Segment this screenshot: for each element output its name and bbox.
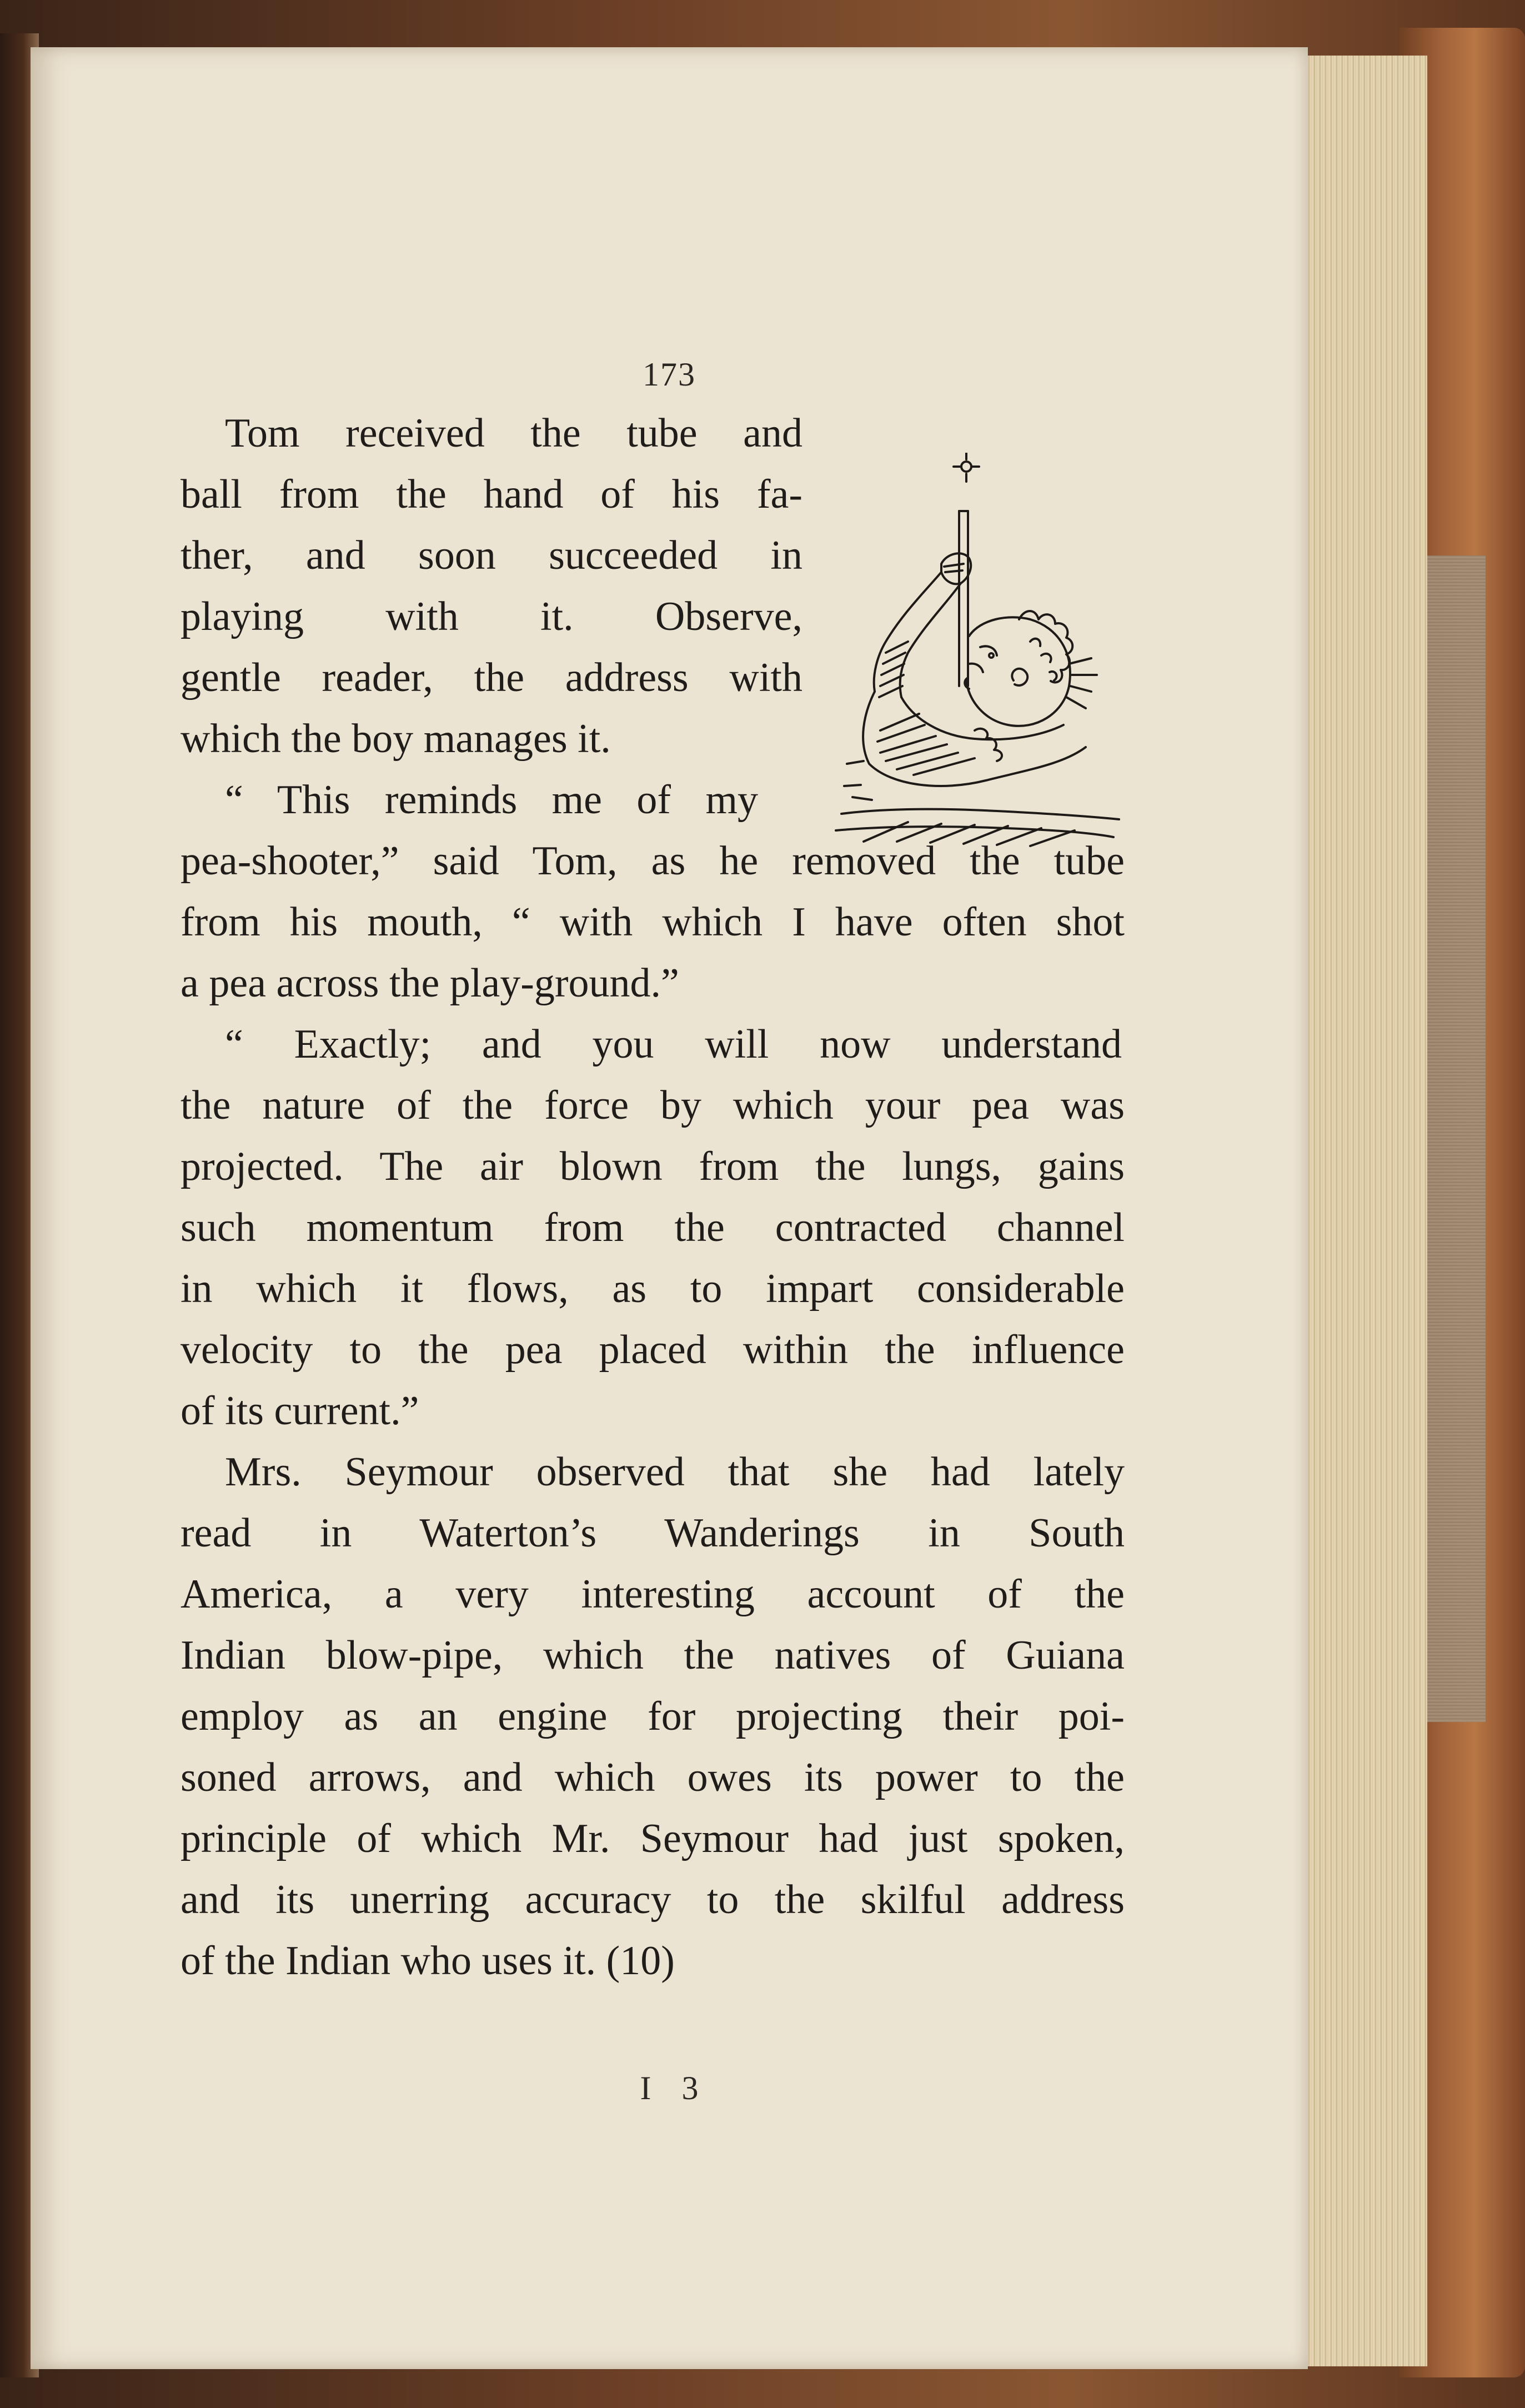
boy-blowing-tube-drawing [830, 453, 1130, 875]
text-line: ball from the hand of his fa- [180, 472, 802, 517]
text-line: such momentum from the contracted channel [180, 1205, 1125, 1250]
signature-mark: I 3 [640, 2070, 710, 2106]
cloth-binding-patch [1424, 555, 1486, 1722]
text-line: which the boy manages it. [180, 716, 611, 762]
page-number: 173 [643, 356, 696, 393]
text-line: “ Exactly; and you will now understand [225, 1022, 1122, 1067]
text-line: of its current.” [180, 1388, 419, 1434]
text-line: employ as an engine for projecting their poi- [180, 1694, 1125, 1739]
text-line: “ This reminds me of my [225, 777, 758, 823]
text-line: gentle reader, the address with [180, 655, 802, 700]
page-fore-edges [1300, 56, 1427, 2366]
text-line: Mrs. Seymour observed that she had lately [225, 1449, 1125, 1495]
text-line: America, a very interesting account of the [180, 1571, 1125, 1617]
text-line: soned arrows, and which owes its power to the [180, 1755, 1125, 1800]
text-line: projected. The air blown from the lungs, gains [180, 1144, 1125, 1189]
text-line: from his mouth, “ with which I have often shot [180, 899, 1125, 945]
text-line: velocity to the pea placed within the influence [180, 1327, 1125, 1373]
text-line: ther, and soon succeeded in [180, 533, 802, 578]
text-line: a pea across the play-ground.” [180, 960, 679, 1006]
text-line: playing with it. Observe, [180, 594, 802, 639]
text-line: Indian blow-pipe, which the natives of Guiana [180, 1633, 1125, 1678]
text-line: of the Indian who uses it. (10) [180, 1938, 675, 1984]
text-line: Tom received the tube and [225, 410, 802, 456]
text-line: pea-shooter,” said Tom, as he removed the tube [180, 838, 1125, 884]
text-line: in which it flows, as to impart considerable [180, 1266, 1125, 1311]
text-line: and its unerring accuracy to the skilful address [180, 1877, 1125, 1923]
text-line: the nature of the force by which your pea was [180, 1083, 1125, 1128]
text-line: principle of which Mr. Seymour had just spoken, [180, 1816, 1125, 1861]
text-line: read in Waterton’s Wanderings in South [180, 1510, 1125, 1556]
book-page [31, 47, 1308, 2369]
